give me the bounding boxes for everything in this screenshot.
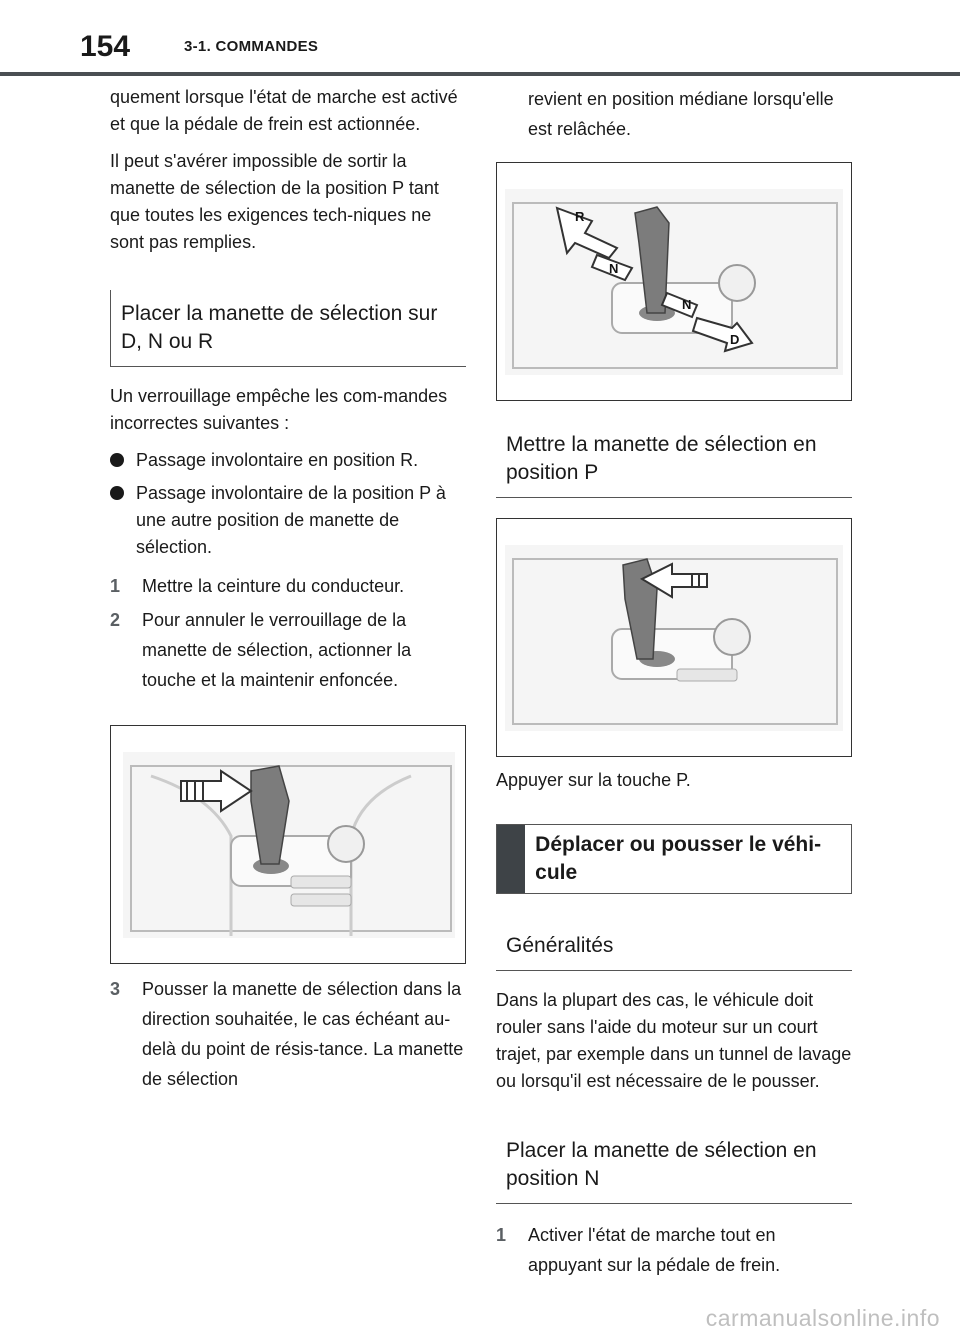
paragraph: Appuyer sur la touche P.	[496, 770, 691, 790]
step-item: 1 Activer l'état de marche tout en appuyant sur la pédale de frein.	[496, 1225, 781, 1275]
section-heading-dnr: Placer la manette de sélection sur D, N ou R	[110, 290, 466, 367]
right-column	[496, 84, 852, 1284]
bullet-item: Passage involontaire en position R.	[110, 447, 466, 474]
paragraph: Il peut s'avérer impossible de sortir la manette de sélection de la position P tant que toutes les exigences tech-niques ne sont pas remplies.	[110, 151, 439, 252]
bullet-item: Passage involontaire de la position P à une autre position de manette de sélection.	[110, 480, 466, 561]
bullet-icon	[110, 453, 124, 467]
header-rule	[0, 72, 960, 76]
heading-bar	[497, 825, 525, 893]
label-d: D	[730, 332, 740, 347]
step-item: 1 Mettre la ceinture du conducteur.	[110, 576, 405, 596]
figure-unlock-button	[110, 725, 466, 964]
page-header	[0, 0, 960, 76]
label-n-up: N	[609, 261, 619, 276]
section-heading-n: Placer la manette de sélection en position N	[496, 1127, 852, 1204]
step-item: 3 Pousser la manette de sélection dans la direction souhaitée, le cas échéant au-delà du point de résis-tance. La manette de sélection	[110, 979, 464, 1089]
paragraph: quement lorsque l'état de marche est activé et que la pédale de frein est actionnée.	[110, 87, 458, 134]
watermark: carmanualsonline.info	[705, 1305, 940, 1331]
step-item: 2 Pour annuler le verrouillage de la manette de sélection, actionner la touche et la maintenir enfoncée.	[110, 610, 412, 690]
paragraph: revient en position médiane lorsqu'elle est relâchée.	[528, 89, 834, 139]
page-number: 154	[80, 30, 131, 63]
figure-p-button	[496, 518, 852, 757]
section-heading-general: Généralités	[496, 922, 852, 971]
bullet-icon	[110, 486, 124, 500]
section-heading-move-vehicle: Déplacer ou pousser le véhi-cule	[496, 824, 852, 894]
left-column	[110, 84, 466, 1098]
figure-shift-directions	[496, 162, 852, 401]
label-n-down: N	[682, 297, 692, 312]
label-r: R	[575, 209, 585, 224]
paragraph: Un verrouillage empêche les com-mandes incorrectes suivantes :	[110, 386, 448, 433]
paragraph: Dans la plupart des cas, le véhicule doit rouler sans l'aide du moteur sur un court trajet, par exemple dans un tunnel de lavage ou lorsqu'il est nécessaire de le pousser.	[496, 990, 852, 1091]
chapter-title: 3-1. COMMANDES	[184, 38, 319, 55]
section-heading-p: Mettre la manette de sélection en position P	[496, 421, 852, 498]
